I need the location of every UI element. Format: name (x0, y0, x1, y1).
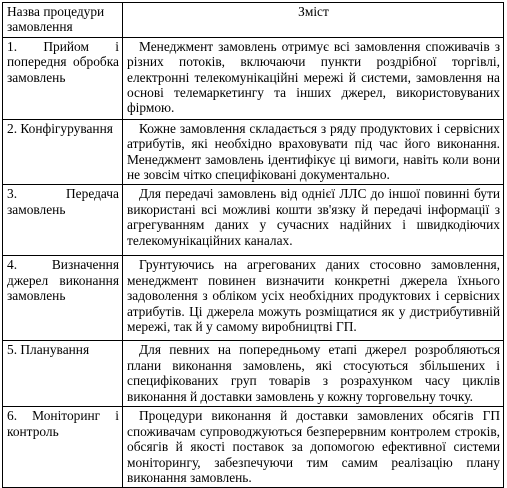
procedure-content-cell: Процедури виконання й доставки замовлених обсягів ГП споживачам супроводжуються безперервним контролем строків, обсягів й якості поставок за допомогою ефективної системи моніторингу, забезпечуючи тим самим реалізацію плану виконання замовлень. (123, 407, 504, 488)
table-header-row (3, 3, 504, 38)
procedure-name-cell: 6. Моніторинг і контроль (3, 407, 123, 488)
table-row (3, 341, 504, 407)
table-row (3, 185, 504, 256)
table-row (3, 37, 504, 119)
order-procedures-table (2, 2, 504, 488)
procedure-content-cell: Для передачі замовлень від однієї ЛЛС до іншої повинні бути використані всі можливі кошти зв'язку й передачі інформації з агрегуванням даних у сучасних надійних і швидкодіючих телекомунікаційних каналах. (123, 185, 504, 256)
header-procedure-name: Назва процедури замовлення (3, 3, 123, 38)
table-row (3, 407, 504, 488)
procedure-name-cell: 5. Планування (3, 341, 123, 407)
procedure-name-cell: 1. Прийом і попередня обробка замовлень (3, 37, 123, 119)
header-content: Зміст (123, 3, 504, 38)
procedure-name-cell: 4. Визначення джерел виконання замовлень (3, 256, 123, 341)
procedure-content-cell: Менеджмент замовлень отримує всі замовлення споживачів з різних потоків, включаючи пункти роздрібної торгівлі, електронні телекомунікаційні мережі й системи, замовлення на основі телемаркетингу та інших джерел, використовуваних фірмою. (123, 37, 504, 119)
table-row (3, 256, 504, 341)
procedure-name-cell: 3. Передача замовлень (3, 185, 123, 256)
procedure-content-cell: Для певних на попередньому етапі джерел розробляються плани виконання замовлень, які стосуються збільшених і специфікованих груп товарів з розрахунком часу циклів виконання й доставки замовлень у кожну торговельну точку. (123, 341, 504, 407)
procedure-name-cell: 2. Конфігурування (3, 119, 123, 185)
procedure-content-cell: Кожне замовлення складається з ряду продуктових і сервісних атрибутів, які необхідно враховувати під час його виконання. Менеджмент замовлень ідентифікує ці вимоги, навіть коли вони не зовсім чітко специфіковані документально. (123, 119, 504, 185)
table-row (3, 119, 504, 185)
procedure-content-cell: Грунтуючись на агрегованих даних стосовно замовлення, менеджмент повинен визначити конкретні джерела їхнього задоволення з обліком усіх необхідних продуктових і сервісних атрибутів. Ці джерела можуть розміщатися як у дистрибутивній мережі, так й у самому виробництві ГП. (123, 256, 504, 341)
